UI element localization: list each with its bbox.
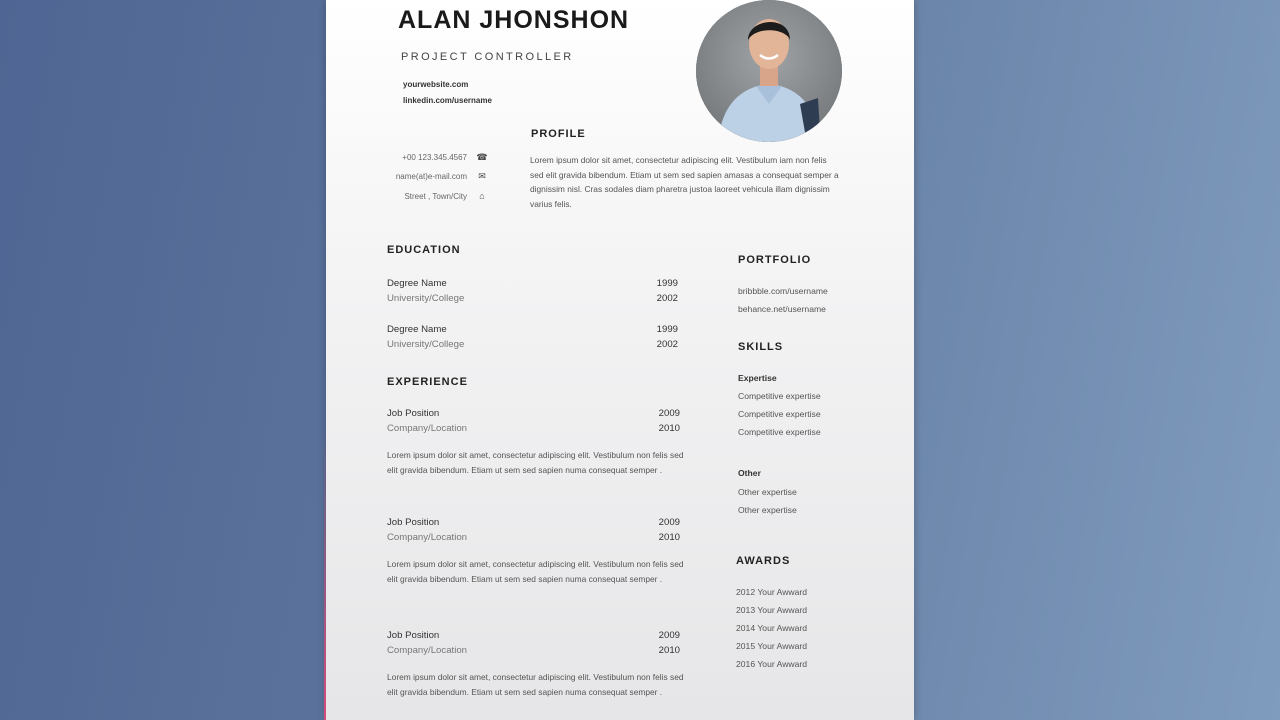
phone-icon: ☎ — [476, 152, 488, 162]
award-item: 2013 Your Awward — [736, 605, 808, 615]
job-start-year: 2009 — [658, 517, 680, 528]
job-position: Job Position — [387, 630, 440, 641]
profile-title: PROFILE — [531, 128, 586, 140]
job-start-year: 2009 — [658, 408, 680, 419]
resume-page — [326, 0, 914, 720]
profile-photo — [696, 0, 842, 142]
job-company: Company/Location — [387, 645, 467, 656]
portfolio-behance-link[interactable]: behance.net/username — [738, 304, 826, 314]
job-company: Company/Location — [387, 532, 467, 543]
skill-item: Other expertise — [738, 487, 797, 497]
website-link[interactable]: yourwebsite.com — [403, 80, 469, 89]
contact-phone: +00 123.345.4567 — [402, 153, 467, 162]
job-end-year: 2010 — [658, 423, 680, 434]
job-start-year: 2009 — [658, 630, 680, 641]
award-item: 2014 Your Awward — [736, 623, 808, 633]
education-end-year: 2002 — [656, 293, 678, 304]
linkedin-link[interactable]: linkedin.com/username — [403, 96, 492, 105]
education-start-year: 1999 — [656, 324, 678, 335]
education-end-year: 2002 — [656, 339, 678, 350]
award-item: 2015 Your Awward — [736, 641, 808, 651]
skill-item: Competitive expertise — [738, 409, 821, 419]
education-title: EDUCATION — [387, 244, 461, 256]
education-degree: Degree Name — [387, 324, 447, 335]
contact-email: name(at)e-mail.com — [395, 172, 467, 181]
contact-address: Street , Town/City — [404, 192, 467, 201]
job-position: Job Position — [387, 408, 440, 419]
skills-title: SKILLS — [738, 341, 784, 353]
skill-item: Competitive expertise — [738, 427, 821, 437]
job-description: Lorem ipsum dolor sit amet, consectetur adipiscing elit. Vestibulum non felis sed elit gravida bibendum. Etiam ut sem sed sapien numa consequat semper . — [387, 559, 684, 584]
skill-item: Other expertise — [738, 505, 797, 515]
job-description: Lorem ipsum dolor sit amet, consectetur adipiscing elit. Vestibulum non felis sed elit gravida bibendum. Etiam ut sem sed sapien numa consequat semper . — [387, 672, 684, 697]
awards-title: AWARDS — [736, 555, 791, 567]
profile-text: Lorem ipsum dolor sit amet, consectetur adipiscing elit. Vestibulum iam non felis sed elit gravida bibendum. Etiam ut sem sed sapien amasas a consequat semper a dignissim nisl. Cras sodales diam pharetra justoa laoreet vehicula illam dignissim varius felis. — [530, 155, 839, 209]
education-school: University/College — [387, 293, 465, 304]
skills-group-heading: Other — [738, 468, 761, 478]
education-start-year: 1999 — [656, 278, 678, 289]
portfolio-title: PORTFOLIO — [738, 254, 812, 266]
job-company: Company/Location — [387, 423, 467, 434]
candidate-name: ALAN JHONSHON — [398, 6, 630, 34]
education-school: University/College — [387, 339, 465, 350]
candidate-role: PROJECT CONTROLLER — [401, 51, 574, 63]
job-position: Job Position — [387, 517, 440, 528]
job-end-year: 2010 — [658, 645, 680, 656]
job-end-year: 2010 — [658, 532, 680, 543]
skill-item: Competitive expertise — [738, 391, 821, 401]
job-description: Lorem ipsum dolor sit amet, consectetur adipiscing elit. Vestibulum non felis sed elit gravida bibendum. Etiam ut sem sed sapien numa consequat semper . — [387, 450, 684, 475]
building-icon: ⌂ — [479, 191, 485, 201]
mail-icon: ✉ — [478, 171, 486, 181]
portfolio-dribbble-link[interactable]: bribbble.com/username — [738, 286, 828, 296]
award-item: 2016 Your Awward — [736, 659, 808, 669]
education-degree: Degree Name — [387, 278, 447, 289]
award-item: 2012 Your Awward — [736, 587, 808, 597]
experience-title: EXPERIENCE — [387, 376, 468, 388]
skills-group-heading: Expertise — [738, 373, 777, 383]
